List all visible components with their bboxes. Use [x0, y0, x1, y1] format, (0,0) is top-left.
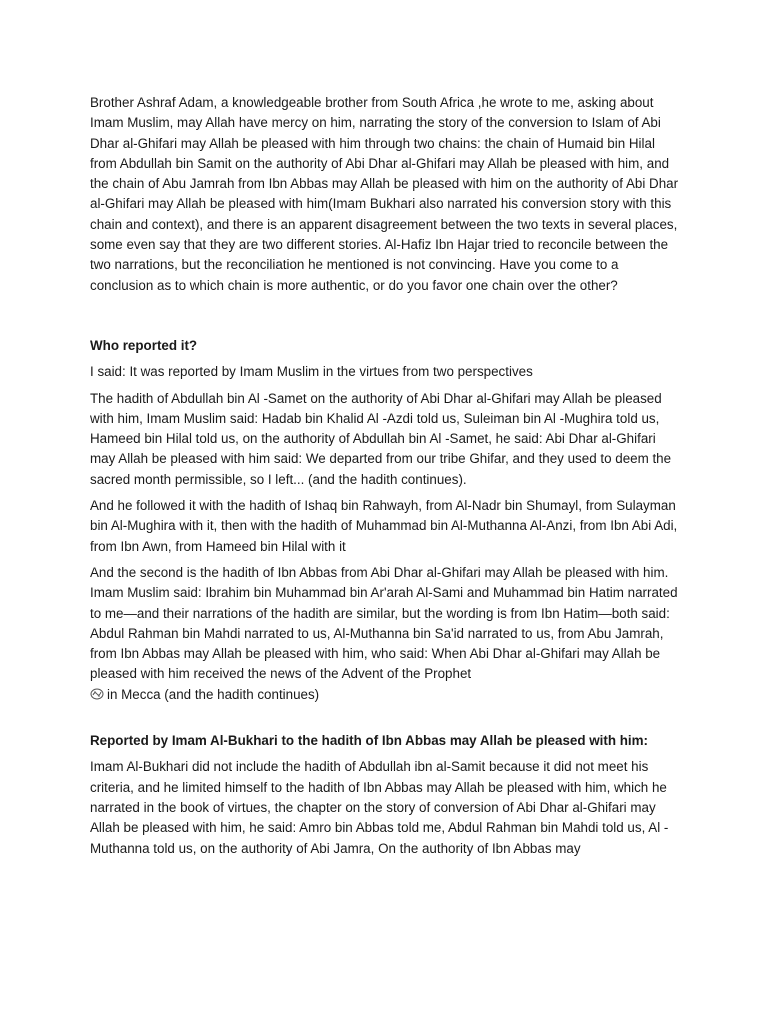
heading-who-reported: Who reported it?: [90, 337, 198, 353]
spacer: [90, 711, 680, 731]
paragraph-bukhari: Imam Al-Bukhari did not include the hadith of Abdullah ibn al-Samit because it did not meet his criteria, and he limited himself to the hadith of Ibn Abbas may Allah be pleased with him, which he narrated in the book of virtues, the chapter on the story of conversion of Abi Dhar al-Ghifari may Allah be pleased with him, he said: Amro bin Abbas told me, Abdul Rahman bin Mahdi told us, Al -Muthanna told us, on the authority of Abi Jamra, On the authority of Ibn Abbas may: [90, 759, 669, 856]
document-page: [90, 93, 680, 865]
intro-paragraph: Brother Ashraf Adam, a knowledgeable brother from South Africa ,he wrote to me, asking about Imam Muslim, may Allah have mercy on him, narrating the story of the conversion to Islam of Abi Dhar al-Ghifari may Allah be pleased with him through two chains: the chain of Humaid bin Hilal from Abdullah bin Samit on the authority of Abi Dhar al-Ghifari may Allah be pleased with him, and the chain of Abu Jamrah from Ibn Abbas may Allah be pleased with him on the authority of Abi Dhar al-Ghifari may Allah be pleased with him(Imam Bukhari also narrated his conversion story with this chain and context), and there is an apparent disagreement between the two texts in several places, some even say that they are two different stories. Al-Hafiz Ibn Hajar tried to reconcile between the two narrations, but the reconciliation he mentioned is not convincing. Have you come to a conclusion as to which chain is more authentic, or do you favor one chain over the other?: [90, 95, 679, 293]
spacer: [90, 302, 680, 336]
salawat-icon: [90, 687, 104, 700]
paragraph-hadith-abdullah: The hadith of Abdullah bin Al -Samet on the authority of Abi Dhar al-Ghifari may Allah be pleased with him, Imam Muslim said: Hadab bin Khalid Al -Azdi told us, Suleiman bin Al -Mughira told us, Hameed bin Hilal told us, on the authority of Abdullah bin Al -Samet, he said: Abi Dhar al-Ghifari may Allah be pleased with him said: We departed from our tribe Ghifar, and they used to deem the sacred month permissible, so I left... (and the hadith continues).: [90, 390, 672, 487]
paragraph-second-end: in Mecca (and the hadith continues): [107, 686, 320, 702]
paragraph-second-text: And the second is the hadith of Ibn Abbas from Abi Dhar al-Ghifari may Allah be pleased with him. Imam Muslim said: Ibrahim bin Muhammad bin Ar'arah Al-Sami and Muhammad bin Hatim narrated to me—and their narrations of the hadith are similar, but the wording is from Ibn Hatim—both said: Abdul Rahman bin Mahdi narrated to us, Al-Muthanna bin Sa'id narrated to us, from Abu Jamrah, from Ibn Abbas may Allah be pleased with him, who said: When Abi Dhar al-Ghifari may Allah be pleased with him received the news of the Advent of the Prophet: [90, 564, 678, 682]
paragraph-i-said: I said: It was reported by Imam Muslim in the virtues from two perspectives: [90, 364, 533, 380]
paragraph-followed: And he followed it with the hadith of Ishaq bin Rahwayh, from Al-Nadr bin Shumayl, from Sulayman bin Al-Mughira with it, then with the hadith of Muhammad bin Al-Muthanna Al-Anzi, from Ibn Abi Adi, from Ibn Awn, from Hameed bin Hilal with it: [90, 498, 678, 554]
heading-bukhari: Reported by Imam Al-Bukhari to the hadith of Ibn Abbas may Allah be pleased with him:: [90, 733, 649, 749]
paragraph-second-hadith: [90, 563, 680, 705]
